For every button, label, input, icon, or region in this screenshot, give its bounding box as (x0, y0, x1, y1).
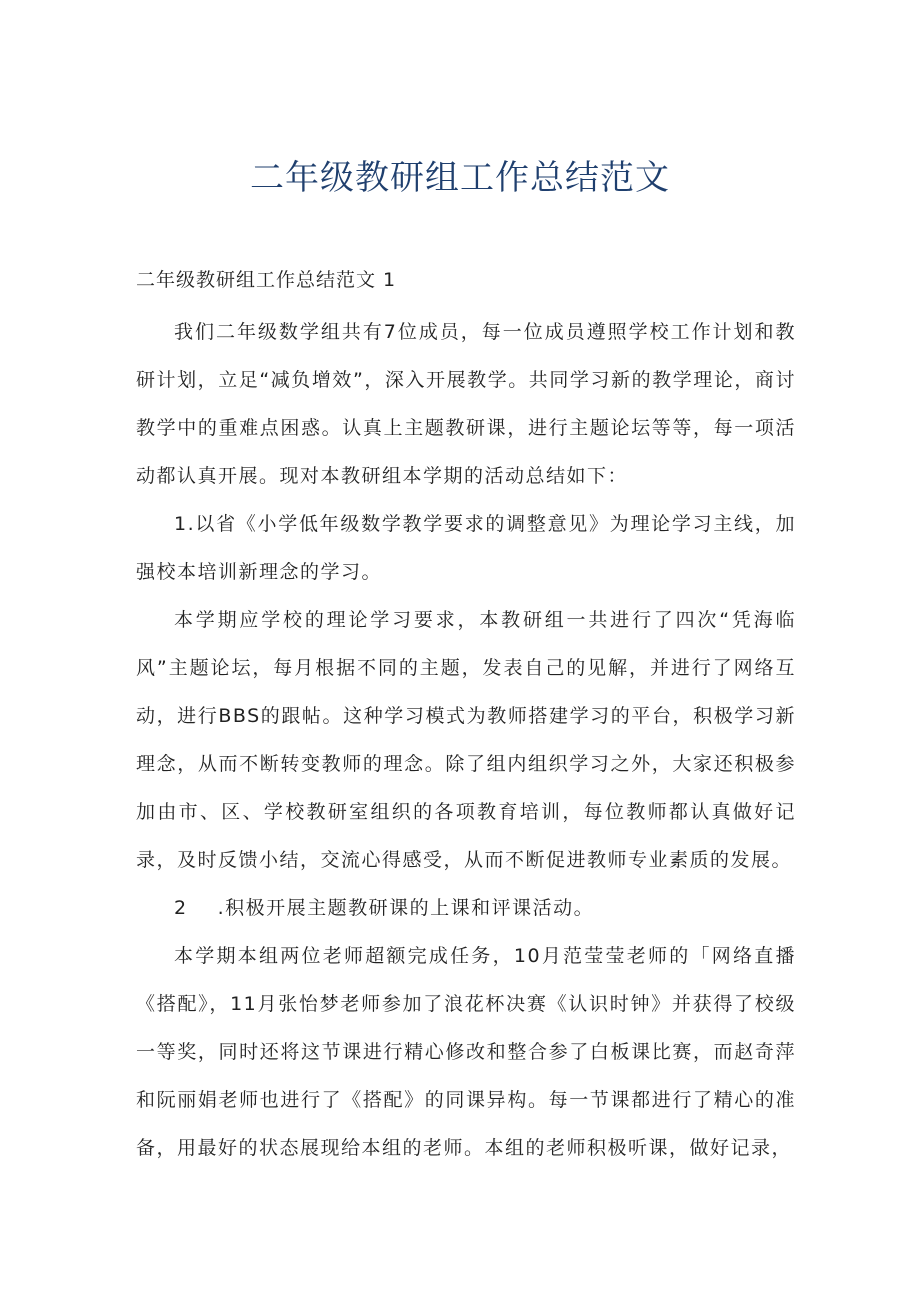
section-1-title: .以省《小学低年级数学教学要求的调整意见》为理论学习主线，加强校本培训新理念的学习。 (136, 513, 796, 583)
intro-paragraph: 我们二年级数学组共有7位成员，每一位成员遵照学校工作计划和教研计划，立足“减负增效”，深入开展教学。共同学习新的教学理论，商讨教学中的重难点困惑。认真上主题教研课，进行主题论坛等等，每一项活动都认真开展。现对本教研组本学期的活动总结如下： (136, 321, 796, 487)
document-title: 二年级教研组工作总结范文 (250, 158, 670, 198)
section-2-paragraph: 本学期本组两位老师超额完成任务，10月范莹莹老师的「网络直播《搭配》，11月张怡梦老师参加了浪花杯决赛《认识时钟》并获得了校级一等奖，同时还将这节课进行精心修改和整合参了白板课比赛，而赵奇萍和阮丽娟老师也进行了《搭配》的同课异构。每一节课都进行了精心的准备，用最好的状态展现给本组的老师。本组的老师积极听课，做好记录， (136, 945, 796, 1159)
section-1-heading (136, 500, 796, 596)
section-heading: 二年级教研组工作总结范文 1 (136, 269, 397, 291)
section-2-heading (136, 884, 796, 932)
section-2-number: 2 (174, 897, 188, 919)
document-body (136, 262, 796, 1172)
section-1-number: 1 (174, 513, 188, 535)
section-1-paragraph: 本学期应学校的理论学习要求，本教研组一共进行了四次“凭海临风”主题论坛，每月根据不同的主题，发表自己的见解，并进行了网络互动，进行BBS的跟帖。这种学习模式为教师搭建学习的平台，积极学习新理念，从而不断转变教师的理念。除了组内组织学习之外，大家还积极参加由市、区、学校教研室组织的各项教育培训，每位教师都认真做好记录，及时反馈小结，交流心得感受，从而不断促进教师专业素质的发展。 (136, 609, 796, 871)
section-2-title: .积极开展主题教研课的上课和评课活动。 (217, 897, 595, 919)
